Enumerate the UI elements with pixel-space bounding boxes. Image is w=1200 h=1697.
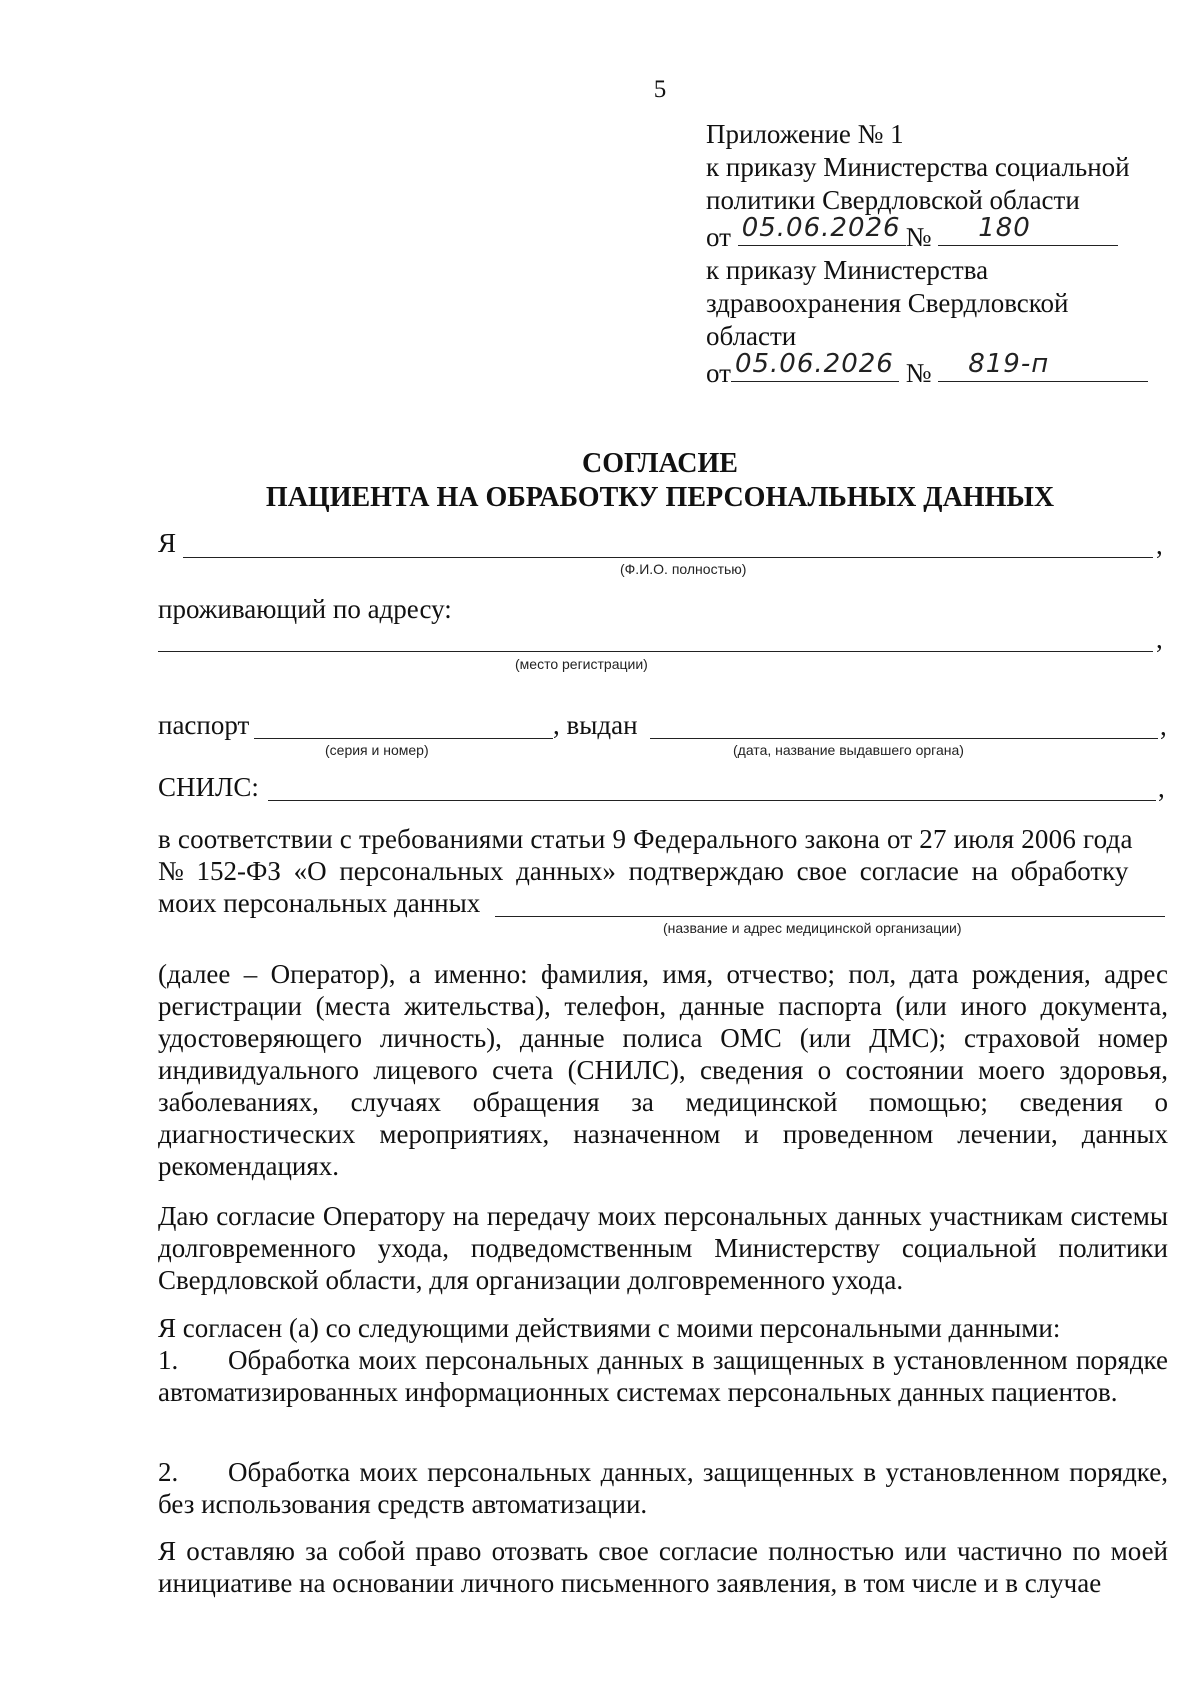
comma: , — [1158, 773, 1165, 803]
transfer-consent-paragraph: Даю согласие Оператору на передачу моих персональных данных участникам системы долговременного ухода, подведомственным Министерству социальной политики Свердловской области, для организации долговременного ухода. — [158, 1201, 1168, 1295]
number-field-2 — [938, 349, 1148, 382]
fio-caption: (Ф.И.О. полностью) — [620, 561, 747, 577]
list-item-text: Обработка моих персональных данных в защищенных в установленном порядке автоматизированных информационных системах персональных данных пациентов. — [158, 1345, 1168, 1407]
data-list-paragraph: (далее – Оператор), а именно: фамилия, имя, отчество; пол, дата рождения, адрес регистрации (места жительства), телефон, данные паспорта (или иного документа, удостоверяющего личность), данные полиса ОМС (или ДМС); страховой номер индивидуального лицевого счета (СНИЛС), сведения о состоянии моего здоровья, заболеваниях, случаях обращения за медицинской помощью; сведения о диагностических мероприятиях, назначенном и проведенном лечении, данных рекомендациях. — [158, 959, 1168, 1181]
actions-intro: Я согласен (а) со следующими действиями с моими персональными данными: — [158, 1313, 1061, 1343]
i-label: Я — [158, 528, 177, 558]
appendix-block — [706, 118, 1148, 390]
list-item — [158, 1344, 1168, 1408]
appendix-date-row-2 — [706, 349, 1148, 390]
number-label: № — [905, 222, 932, 252]
passport-caption: (серия и номер) — [325, 742, 429, 758]
appendix-date-row-1 — [706, 213, 1148, 254]
appendix-line: области — [706, 321, 797, 351]
handwritten-number-1: 180 — [978, 213, 1031, 243]
appendix-title: Приложение № 1 — [706, 119, 904, 149]
issued-caption: (дата, название выдавшего органа) — [733, 742, 964, 758]
address-line — [158, 651, 1153, 652]
list-item-text: Обработка моих персональных данных, защищенных в установленном порядке, без использования средств автоматизации. — [158, 1457, 1168, 1519]
number-label: № — [905, 358, 932, 388]
appendix-line: здравоохранения Свердловской — [706, 288, 1069, 318]
fio-line — [183, 557, 1153, 558]
document-title: СОГЛАСИЕ — [582, 448, 738, 479]
withdrawal-paragraph: Я оставляю за собой право отозвать свое согласие полностью или частично по моей инициативе на основании личного письменного заявления, в том числе и в случае — [158, 1536, 1168, 1598]
page-number: 5 — [653, 76, 667, 103]
passport-label: паспорт — [158, 710, 250, 740]
address-label: проживающий по адресу: — [158, 594, 452, 624]
from-label: от — [706, 358, 731, 388]
list-item — [158, 1456, 1168, 1520]
list-item-number: 1. — [158, 1345, 179, 1375]
date-field-2 — [731, 349, 899, 382]
snils-label: СНИЛС: — [158, 772, 259, 802]
comma: , — [1156, 624, 1163, 654]
snils-line — [268, 800, 1156, 801]
number-field-1 — [938, 213, 1118, 246]
date-field-1 — [738, 213, 906, 246]
paragraph-line: в соответствии с требованиями статьи 9 Федерального закона от 27 июля 2006 года — [158, 824, 1133, 854]
issued-label: , выдан — [553, 710, 638, 740]
organization-caption: (название и адрес медицинской организации) — [663, 920, 962, 936]
comma: , — [1160, 711, 1167, 741]
paragraph-line: № 152-ФЗ «О персональных данных» подтверждаю свое согласие на обработку — [158, 856, 1129, 886]
handwritten-number-2: 819-п — [968, 349, 1050, 379]
document-subtitle: ПАЦИЕНТА НА ОБРАБОТКУ ПЕРСОНАЛЬНЫХ ДАННЫХ — [265, 482, 1055, 513]
comma: , — [1156, 530, 1163, 560]
appendix-line: к приказу Министерства социальной — [706, 152, 1130, 182]
list-item-number: 2. — [158, 1457, 179, 1487]
appendix-line: к приказу Министерства — [706, 255, 989, 285]
passport-line — [254, 738, 553, 739]
paragraph-line: моих персональных данных — [158, 888, 481, 918]
issued-line — [650, 738, 1158, 739]
appendix-line: политики Свердловской области — [706, 185, 1080, 215]
address-caption: (место регистрации) — [515, 656, 648, 672]
handwritten-date-1: 05.06.2026 — [741, 213, 901, 243]
from-label: от — [706, 222, 731, 252]
handwritten-date-2: 05.06.2026 — [734, 349, 894, 379]
organization-line — [495, 916, 1165, 917]
